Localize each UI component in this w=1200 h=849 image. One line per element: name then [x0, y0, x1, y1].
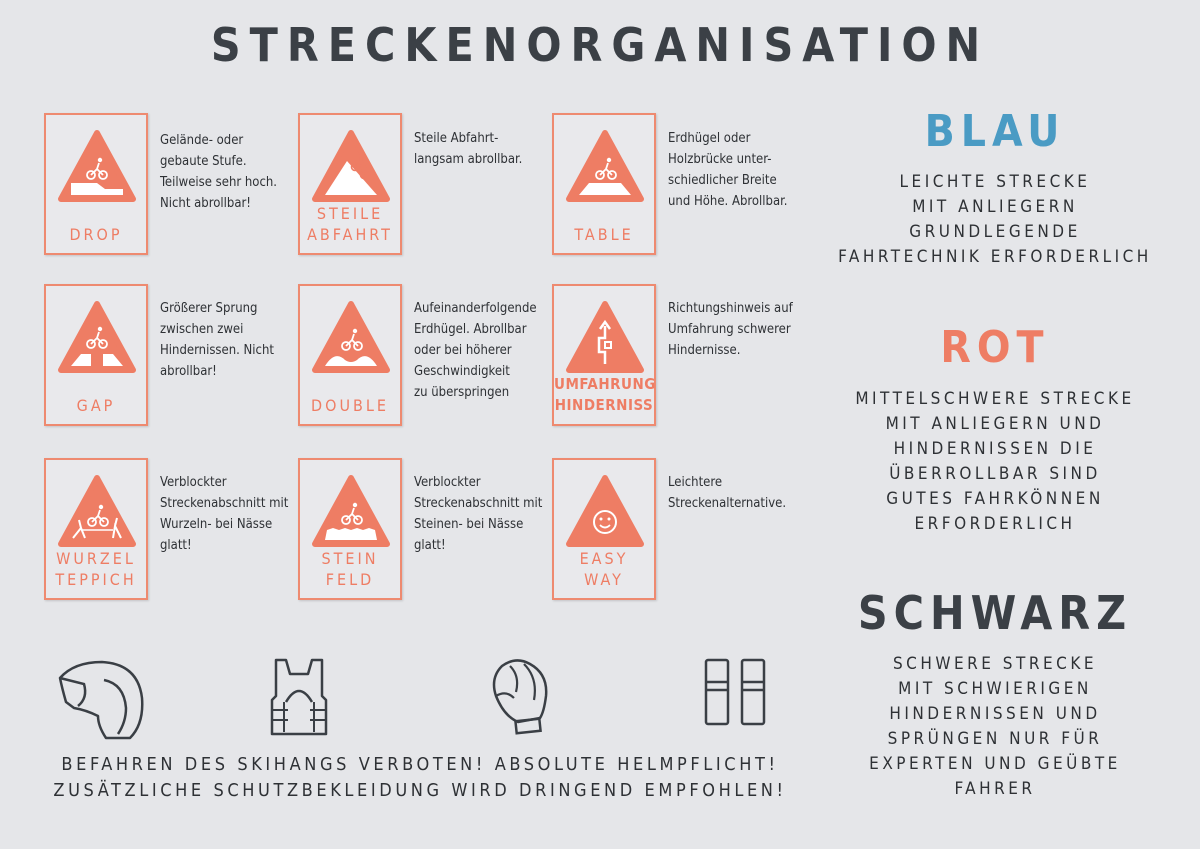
sign-label: STEILE ABFAHRT — [307, 204, 393, 244]
difficulty-description-rot: MITTELSCHWERE STRECKE MIT ANLIEGERN UND HINDERNISSEN DIE ÜBERROLLBAR SIND GUTES FAHRKÖNNEN ERFORDERLICH — [855, 389, 1135, 534]
smiley-icon — [565, 472, 645, 552]
sign-description: Aufeinanderfolgende Erdhügel. Abrollbar oder bei höherer Geschwindigkeit zu überspringen — [414, 301, 537, 400]
sign-description: Erdhügel oder Holzbrücke unter- schiedlicher Breite und Höhe. Abrollbar. — [668, 131, 788, 209]
steep-descent-icon — [311, 127, 391, 207]
sign-card-drop — [44, 113, 148, 255]
page-title: STRECKENORGANISATION — [210, 18, 990, 72]
sign-description: Steile Abfahrt- langsam abrollbar. — [414, 131, 523, 167]
sign-description: Verblockter Streckenabschnitt mit Wurzeln- bei Nässe glatt! — [160, 475, 289, 553]
detour-arrow-icon — [565, 298, 645, 378]
sign-label: STEIN FELD — [321, 549, 379, 589]
difficulty-title-rot: ROT — [940, 322, 1050, 373]
sign-label: UMFAHRUNG HINDERNISS — [554, 375, 656, 414]
sign-label: EASY WAY — [579, 549, 629, 589]
sign-card-easy-way — [552, 458, 656, 600]
sign-label: DROP — [69, 225, 123, 244]
sign-label: WURZEL TEPPICH — [55, 549, 137, 589]
knee-pads-icon — [702, 656, 776, 730]
difficulty-title-schwarz: SCHWARZ — [857, 586, 1133, 640]
rocks-icon — [311, 472, 391, 552]
sign-card-stein — [298, 458, 402, 600]
sign-label: GAP — [76, 396, 116, 415]
helmet-icon — [54, 658, 146, 742]
difficulty-description-schwarz: SCHWERE STRECKE MIT SCHWIERIGEN HINDERNISSEN UND SPRÜNGEN NUR FÜR EXPERTEN UND GEÜBTE FAHRER — [869, 654, 1121, 799]
double-icon — [311, 298, 391, 378]
sign-card-table — [552, 113, 656, 255]
drop-icon — [57, 127, 137, 207]
sign-card-double — [298, 284, 402, 426]
back-protector-icon — [268, 656, 330, 736]
sign-description: Verblockter Streckenabschnitt mit Steinen- bei Nässe glatt! — [414, 475, 543, 553]
gap-icon — [57, 298, 137, 378]
sign-description: Gelände- oder gebaute Stufe. Teilweise sehr hoch. Nicht abrollbar! — [160, 133, 277, 211]
safety-warning: BEFAHREN DES SKIHANGS VERBOTEN! ABSOLUTE HELMPFLICHT! ZUSÄTZLICHE SCHUTZBEKLEIDUNG WIRD DRINGEND EMPFOHLEN! — [53, 754, 787, 801]
sign-card-umfahrung — [552, 284, 656, 426]
sign-description: Richtungshinweis auf Umfahrung schwerer Hindernisse. — [668, 301, 793, 358]
sign-description: Größerer Sprung zwischen zwei Hindernissen. Nicht abrollbar! — [160, 301, 274, 379]
table-icon — [565, 127, 645, 207]
sign-card-gap — [44, 284, 148, 426]
roots-icon — [57, 472, 137, 552]
gloves-icon — [486, 656, 556, 736]
sign-card-wurzel — [44, 458, 148, 600]
sign-label: TABLE — [574, 225, 634, 244]
sign-label: DOUBLE — [311, 396, 389, 415]
sign-description: Leichtere Streckenalternative. — [668, 475, 787, 511]
difficulty-title-blau: BLAU — [924, 106, 1066, 157]
difficulty-description-blau: LEICHTE STRECKE MIT ANLIEGERN GRUNDLEGENDE FAHRTECHNIK ERFORDERLICH — [838, 172, 1152, 267]
sign-card-steile-abfahrt — [298, 113, 402, 255]
